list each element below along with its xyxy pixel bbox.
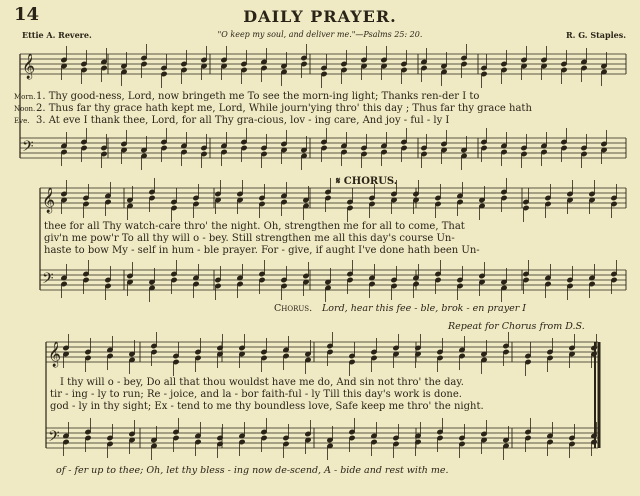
chorus-heading: 𝄋 CHORUS. xyxy=(336,176,398,187)
lyric-line-3-1: I thy will o - bey, Do all that thou wouldst have me do, And sin not thro' the day. xyxy=(60,377,464,388)
lyric-line-2-1: thee for all Thy watch-care thro' the night. Oh, strengthen me for all to come, That xyxy=(44,221,465,232)
lyric-line-2-2: giv'n me pow'r To all thy will o - bey. Still strengthen me all this day's course Un- xyxy=(44,233,455,244)
lyric-line-1-3: 3. At eve I thank thee, Lord, for all Thy gra-cious, lov - ing care, And joy - ful - ly I xyxy=(36,115,450,126)
bass-clef-icon: 𝄢 xyxy=(22,138,34,159)
composer-credit: R. G. Staples. xyxy=(565,30,626,40)
chorus-label: Chorus. xyxy=(274,303,313,314)
treble-clef-icon: 𝄞 xyxy=(42,188,56,213)
lyric-line-1-2: 2. Thus far thy grace hath kept me, Lord, While journ'ying thro' this day ; Thus far thy grace hath xyxy=(36,103,532,114)
chorus-line-2: Lord, hear this fee - ble, brok - en prayer I xyxy=(322,303,527,314)
page-number: 14 xyxy=(14,4,40,25)
repeat-note: Repeat for Chorus from D.S. xyxy=(448,321,585,332)
author-credit: Ettie A. Revere. xyxy=(22,30,92,40)
lyric-line-3-2: tir - ing - ly to run; Re - joice, and la - bor faith-ful - ly Till this day's work is done. xyxy=(50,389,462,400)
verse-label-noon: Noon. xyxy=(14,105,36,113)
lyric-line-1-1: 1. Thy good-ness, Lord, now bringeth me To see the morn-ing light; Thanks ren-der I to xyxy=(36,91,480,102)
treble-clef-icon: 𝄞 xyxy=(48,342,62,367)
lyric-line-2-3: haste to bow My - self in hum - ble prayer. For - give, if aught I've done hath been Un- xyxy=(44,245,480,256)
chorus-line-3: of - fer up to thee; Oh, let thy bless - ing now de-scend, A - bide and rest with me. xyxy=(56,465,449,476)
verse-label-eve: Eve. xyxy=(14,117,30,125)
lyric-line-3-3: god - ly in thy sight; Ex - tend to me thy boundless love, Safe keep me thro' the night. xyxy=(50,401,484,412)
bass-clef-icon: 𝄢 xyxy=(42,270,54,291)
bass-clef-icon: 𝄢 xyxy=(48,428,60,449)
treble-clef-icon: 𝄞 xyxy=(22,54,36,79)
verse-label-morn: Morn. xyxy=(14,93,36,101)
epigraph: "O keep my soul, and deliver me."—Psalms 25: 20. xyxy=(217,30,423,39)
hymn-title: DAILY PRAYER. xyxy=(243,7,397,26)
